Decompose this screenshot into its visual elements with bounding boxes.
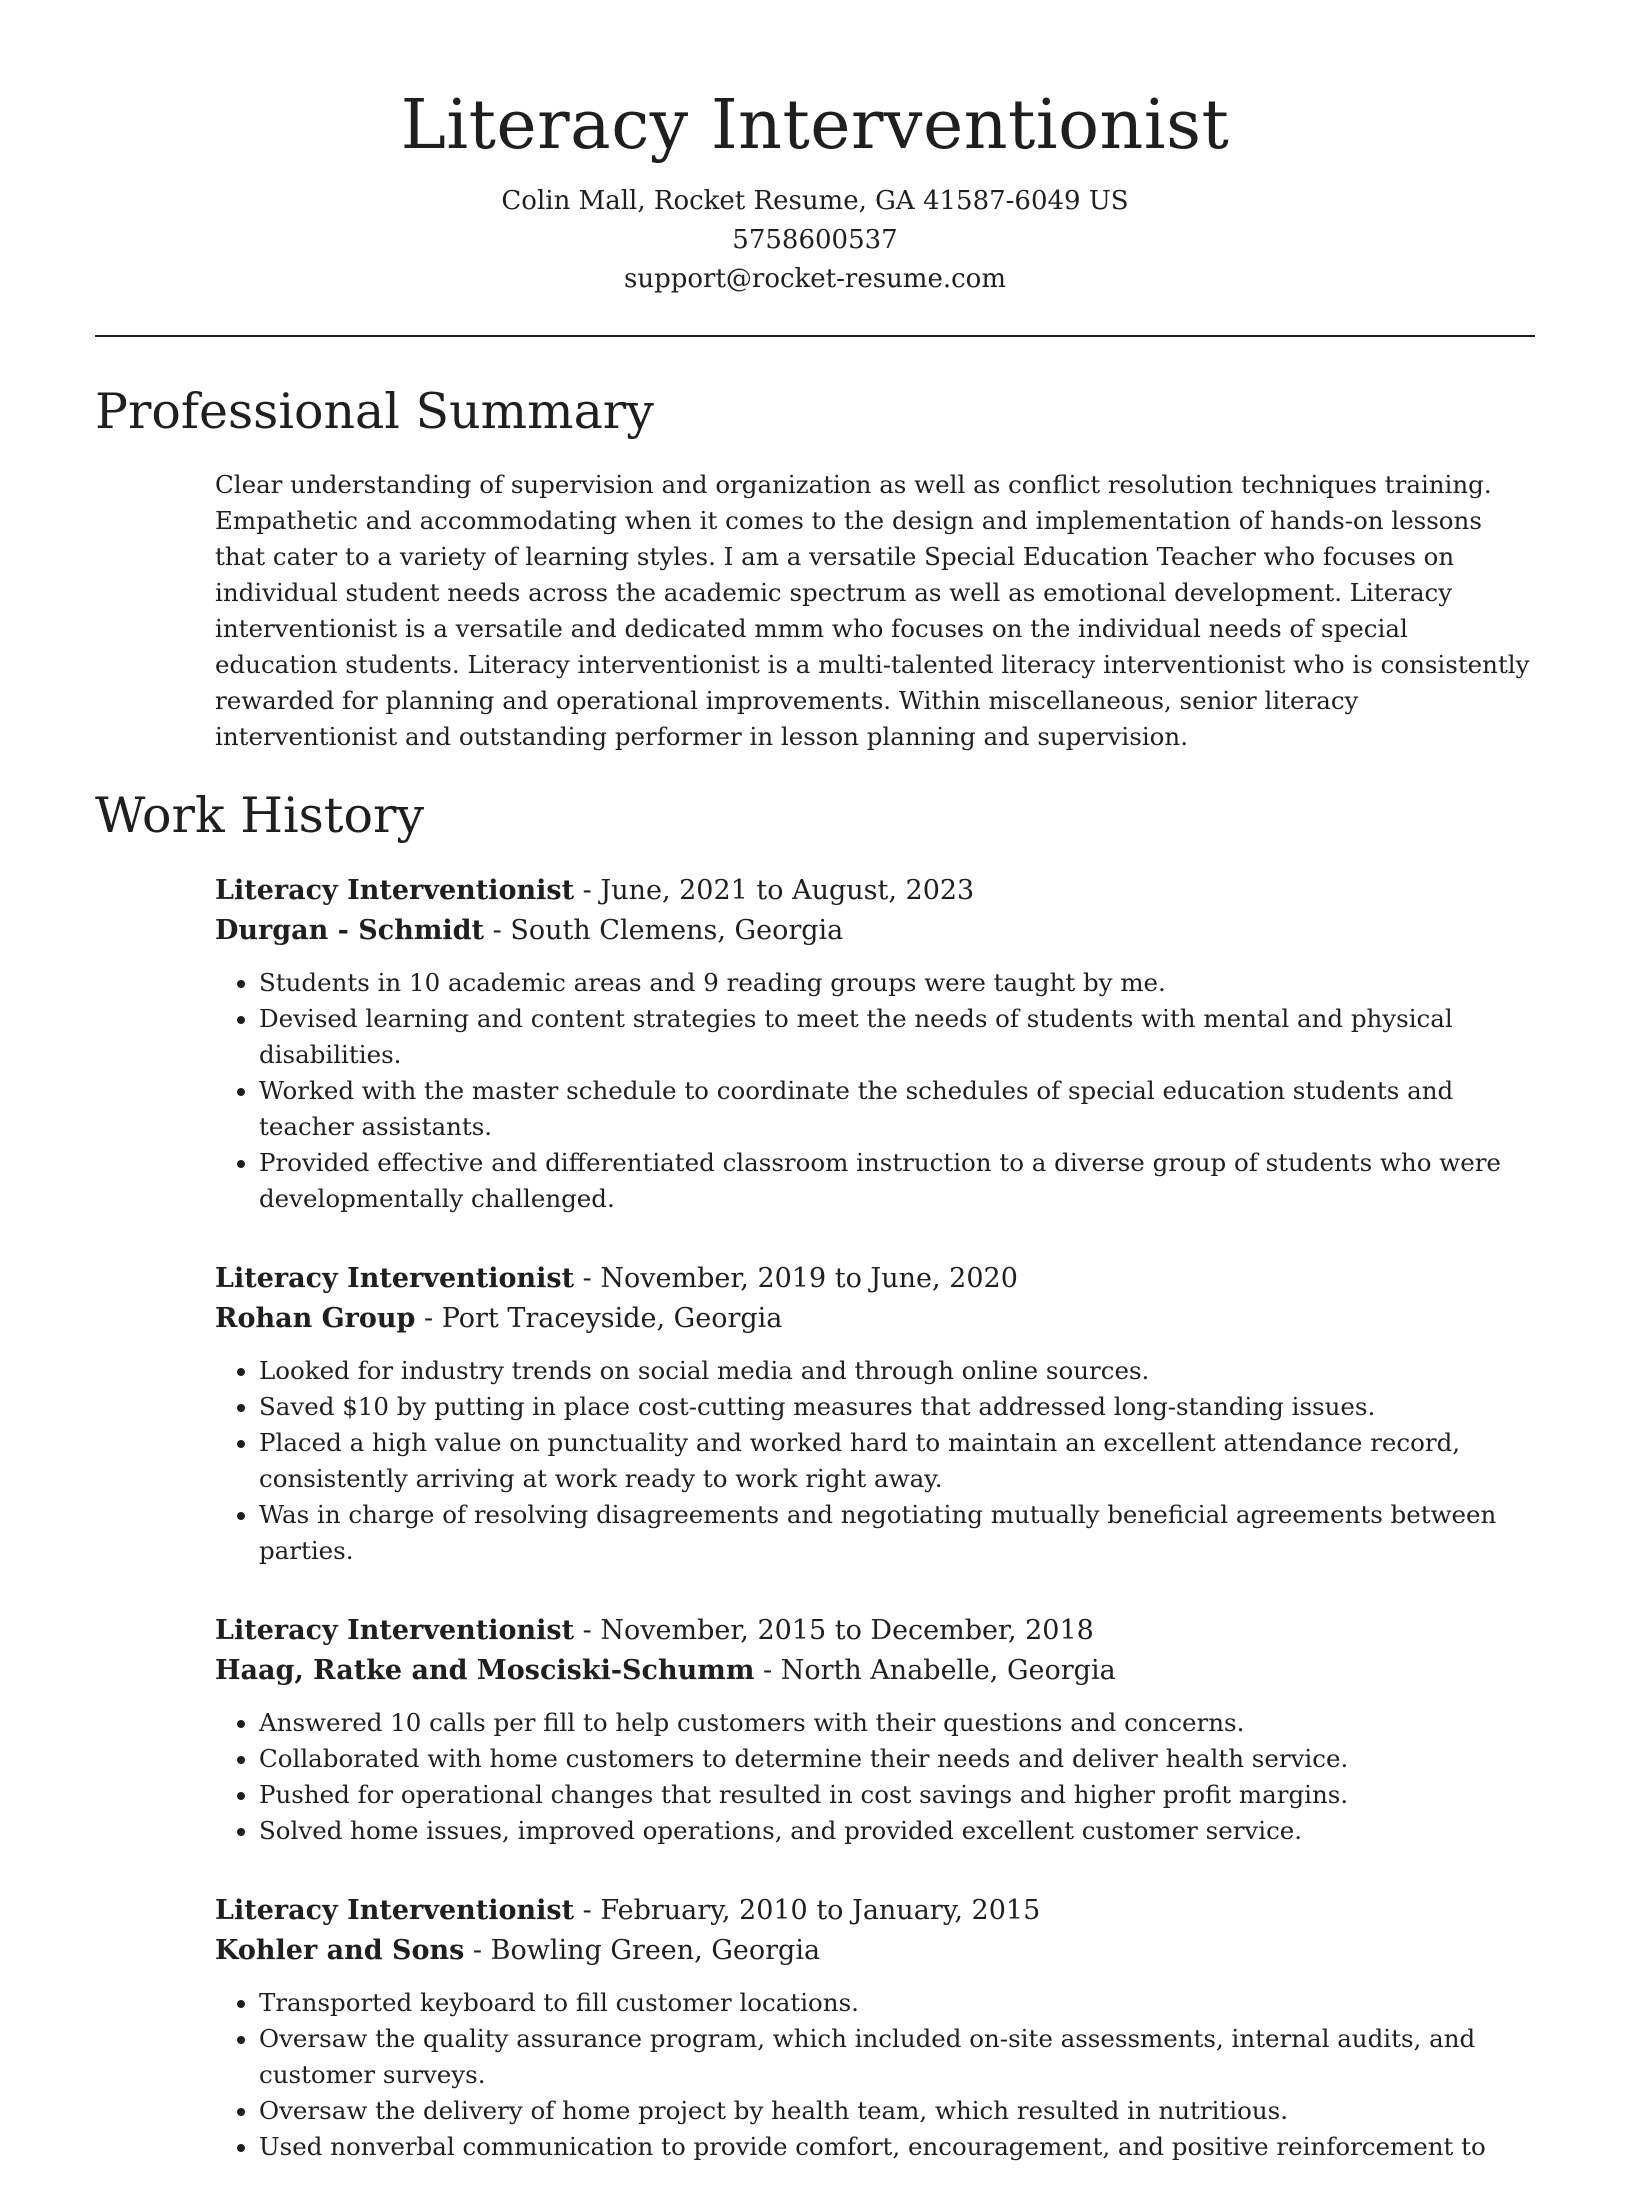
work-history-list xyxy=(215,871,1535,2165)
candidate-title: Literacy Interventionist xyxy=(400,86,1230,165)
job-entry xyxy=(215,871,1535,1217)
job-company: Haag, Ratke and Mosciski-Schumm xyxy=(215,1655,755,1686)
job-bullet: • Placed a high value on punctuality and worked hard to maintain an excellent attendance record, consistently arriving at work ready to work right away. xyxy=(259,1425,1535,1497)
job-bullet: • Was in charge of resolving disagreements and negotiating mutually beneficial agreements between parties. xyxy=(259,1497,1535,1569)
work-history-heading: Work History xyxy=(95,787,425,844)
job-bullets xyxy=(215,1985,1535,2165)
job-bullet: • Collaborated with home customers to determine their needs and deliver health service. xyxy=(259,1741,1535,1777)
job-bullet: • Transported keyboard to fill customer locations. xyxy=(259,1985,1535,2021)
contact-address: Colin Mall, Rocket Resume, GA 41587-6049 US xyxy=(501,186,1129,216)
job-bullet: • Pushed for operational changes that resulted in cost savings and higher profit margins. xyxy=(259,1777,1535,1813)
job-bullet: • Devised learning and content strategies to meet the needs of students with mental and physical disabilities. xyxy=(259,1001,1535,1073)
job-company-line xyxy=(215,1651,1535,1691)
job-bullet: • Oversaw the delivery of home project by health team, which resulted in nutritious. xyxy=(259,2093,1535,2129)
resume-page xyxy=(95,0,1535,2207)
job-role-line xyxy=(215,1259,1535,1299)
contact-phone: 5758600537 xyxy=(732,225,898,255)
summary-text: Clear understanding of supervision and organization as well as conflict resolution techniques training. Empathetic and accommodating when it comes to the design and implementation of hands-on lessons that cater to a variety of learning styles. I am a versatile Special Education Teacher who focuses on individual student needs across the academic spectrum as well as emotional development. Literacy interventionist is a versatile and dedicated mmm who focuses on the individual needs of special education students. Literacy interventionist is a multi-talented literacy interventionist who is consistently rewarded for planning and operational improvements. Within miscellaneous, senior literacy interventionist and outstanding performer in lesson planning and supervision. xyxy=(215,470,1530,751)
job-role: Literacy Interventionist xyxy=(215,1895,575,1926)
job-bullets xyxy=(215,1353,1535,1569)
job-location: - North Anabelle, Georgia xyxy=(754,1655,1116,1686)
job-dates: - February, 2010 to January, 2015 xyxy=(574,1895,1041,1926)
contact-email: support@rocket-resume.com xyxy=(623,264,1006,294)
job-company: Kohler and Sons xyxy=(215,1935,465,1966)
job-bullet: • Looked for industry trends on social media and through online sources. xyxy=(259,1353,1535,1389)
job-bullet: • Answered 10 calls per fill to help customers with their questions and concerns. xyxy=(259,1705,1535,1741)
job-bullet: • Oversaw the quality assurance program, which included on-site assessments, internal audits, and customer surveys. xyxy=(259,2021,1535,2093)
job-bullets xyxy=(215,965,1535,1217)
job-role: Literacy Interventionist xyxy=(215,1263,575,1294)
job-dates: - June, 2021 to August, 2023 xyxy=(574,875,975,906)
job-company: Durgan - Schmidt xyxy=(215,915,485,946)
job-bullets xyxy=(215,1705,1535,1849)
job-bullet: • Saved $10 by putting in place cost-cutting measures that addressed long-standing issues. xyxy=(259,1389,1535,1425)
job-bullet: • Provided effective and differentiated classroom instruction to a diverse group of students who were developmentally challenged. xyxy=(259,1145,1535,1217)
header-divider xyxy=(95,335,1535,337)
job-company: Rohan Group xyxy=(215,1303,416,1334)
job-entry xyxy=(215,1259,1535,1569)
job-dates: - November, 2015 to December, 2018 xyxy=(574,1615,1094,1646)
job-role-line xyxy=(215,1891,1535,1931)
job-role: Literacy Interventionist xyxy=(215,1615,575,1646)
job-company-line xyxy=(215,1299,1535,1339)
resume-header xyxy=(95,0,1535,299)
job-bullet: • Students in 10 academic areas and 9 reading groups were taught by me. xyxy=(259,965,1535,1001)
summary-heading: Professional Summary xyxy=(95,383,654,440)
job-location: - South Clemens, Georgia xyxy=(484,915,844,946)
job-location: - Bowling Green, Georgia xyxy=(464,1935,821,1966)
job-location: - Port Traceyside, Georgia xyxy=(415,1303,783,1334)
job-company-line xyxy=(215,1931,1535,1971)
job-bullet: • Worked with the master schedule to coordinate the schedules of special education students and teacher assistants. xyxy=(259,1073,1535,1145)
job-dates: - November, 2019 to June, 2020 xyxy=(574,1263,1018,1294)
job-role: Literacy Interventionist xyxy=(215,875,575,906)
job-bullet: • Solved home issues, improved operations, and provided excellent customer service. xyxy=(259,1813,1535,1849)
job-bullet: • Used nonverbal communication to provide comfort, encouragement, and positive reinforcement to xyxy=(259,2129,1535,2165)
job-entry xyxy=(215,1611,1535,1849)
job-entry xyxy=(215,1891,1535,2165)
contact-block xyxy=(95,182,1535,299)
job-role-line xyxy=(215,1611,1535,1651)
job-company-line xyxy=(215,911,1535,951)
job-role-line xyxy=(215,871,1535,911)
